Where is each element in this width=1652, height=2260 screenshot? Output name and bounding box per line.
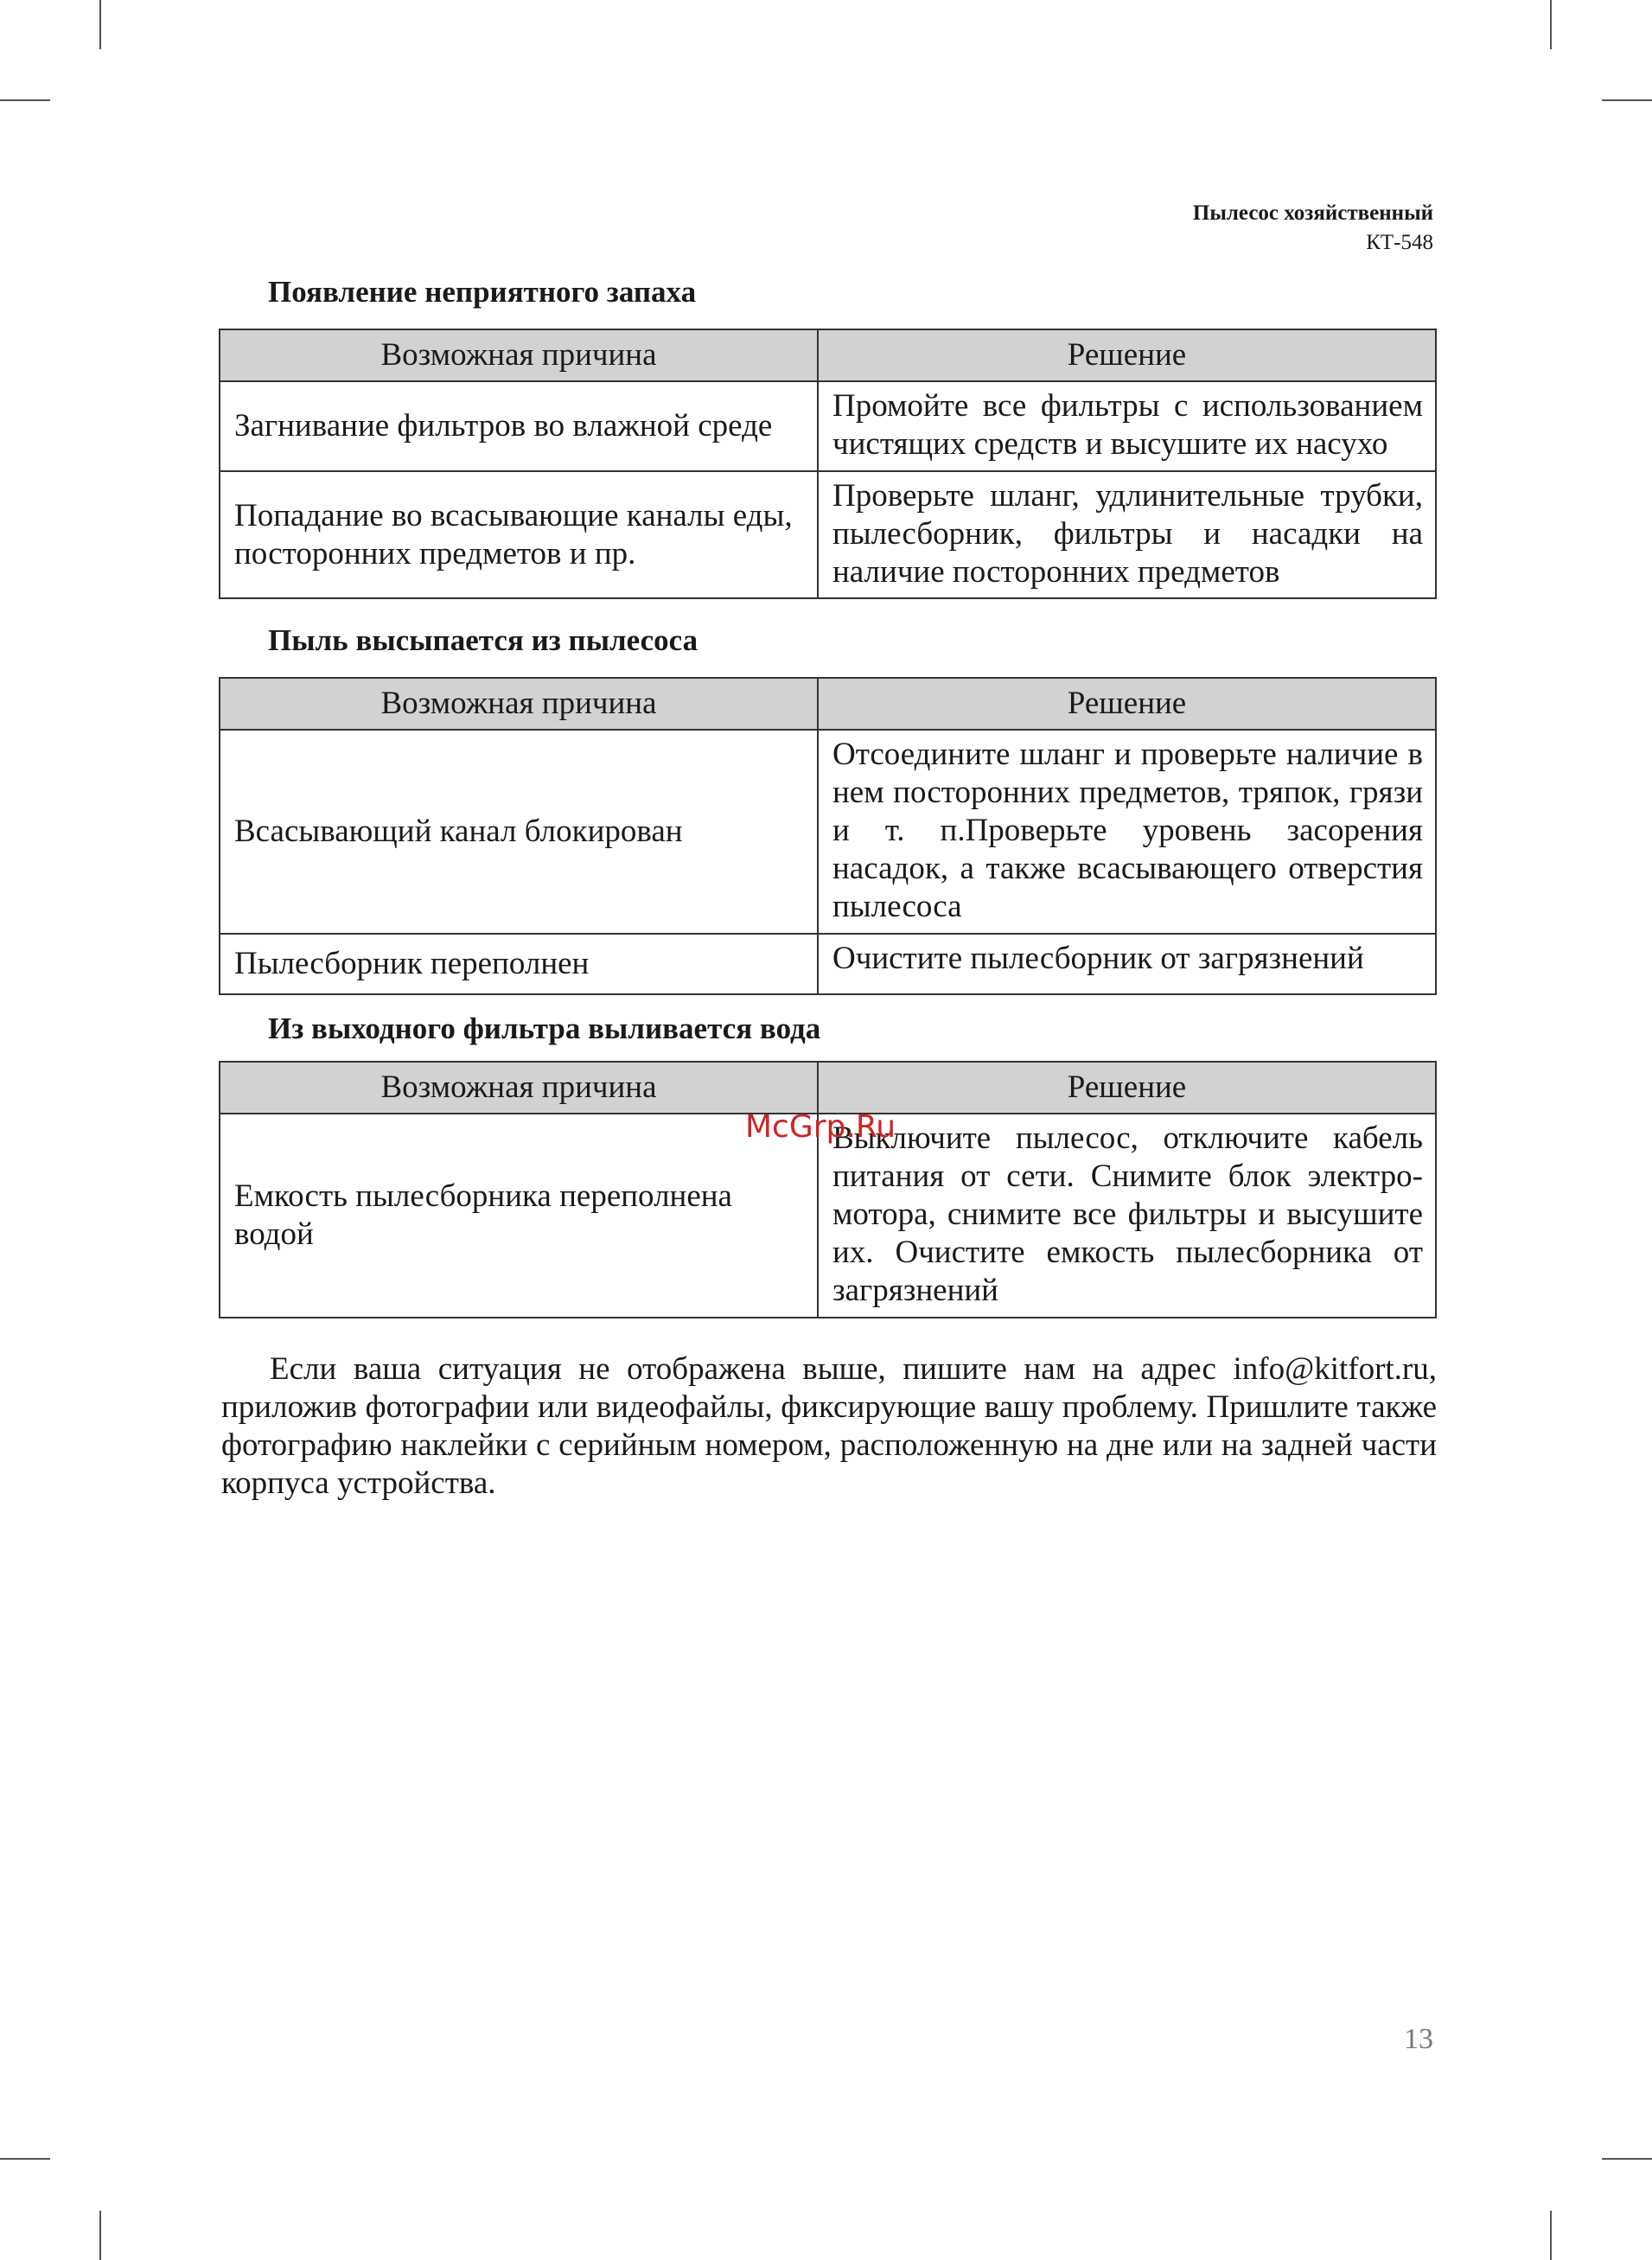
solution-cell: Отсоедините шланг и проверьте наличие в нем посторонних предметов, тряпок, грязи и т. п.Проверьте уровень засорения насадок, а также всасывающего отверстия пылесоса: [818, 730, 1436, 934]
column-header-solution: Решение: [818, 1062, 1436, 1114]
cause-cell: Всасывающий канал блокирован: [220, 730, 818, 934]
troubleshooting-table: [219, 677, 1437, 995]
cause-cell: Емкость пылесборника переполнена водой: [220, 1114, 818, 1318]
section-title: Пыль высыпается из пылесоса: [268, 623, 698, 657]
page-header: [1193, 199, 1433, 258]
header-model: КТ-548: [1366, 231, 1433, 254]
column-header-solution: Решение: [818, 678, 1436, 730]
solution-cell: Проверьте шланг, удлинительные трубки, пылесборник, фильтры и насадки на наличие посторонних предметов: [818, 471, 1436, 598]
table-row: [220, 730, 1436, 934]
crop-mark: [1602, 2158, 1652, 2160]
cause-cell: Пылесборник переполнен: [220, 934, 818, 994]
header-title: Пылесос хозяйственный: [1192, 201, 1433, 225]
cause-cell: Загнивание фильтров во влажной среде: [220, 381, 818, 471]
crop-mark: [99, 2211, 101, 2260]
table-row: [220, 934, 1436, 994]
cause-cell: Попадание во всасывающие каналы еды, посторонних предметов и пр.: [220, 471, 818, 598]
column-header-cause: Возможная причина: [220, 329, 818, 381]
contact-paragraph: Если ваша ситуация не отображена выше, пишите нам на адрес info@kitfort.ru, приложив фотографии или видеофайлы, фиксирующие вашу проблему. Пришлите также фотографию наклейки с серийным номером, расположенную на дне или на задней части корпуса устройства.: [221, 1351, 1437, 1501]
table-header-row: [220, 678, 1436, 730]
table-header-row: [220, 1062, 1436, 1114]
troubleshooting-table: [219, 1061, 1437, 1318]
crop-mark: [1602, 99, 1652, 101]
column-header-solution: Решение: [818, 329, 1436, 381]
crop-mark: [0, 2158, 50, 2160]
solution-cell: Промойте все фильтры с использованием чистящих средств и высушите их насухо: [818, 381, 1436, 471]
table-row: [220, 471, 1436, 598]
solution-cell: Выключите пылесос, отключите кабель питания от сети. Снимите блок электромотора, снимите все фильтры и высушите их. Очистите емкость пылесборника от загрязнений: [818, 1114, 1436, 1318]
column-header-cause: Возможная причина: [220, 1062, 818, 1114]
crop-mark: [1550, 0, 1552, 49]
crop-mark: [0, 99, 50, 101]
watermark: McGrp.Ru: [745, 1109, 896, 1145]
troubleshooting-table: [219, 329, 1437, 599]
section-title: Появление неприятного запаха: [268, 275, 697, 309]
table-row: [220, 381, 1436, 471]
crop-mark: [99, 0, 101, 49]
column-header-cause: Возможная причина: [220, 678, 818, 730]
page-number: 13: [1404, 2023, 1433, 2055]
solution-cell: Очистите пылесборник от загрязнений: [818, 934, 1436, 994]
section-title: Из выходного фильтра выливается вода: [268, 1012, 821, 1045]
table-header-row: [220, 329, 1436, 381]
crop-mark: [1550, 2211, 1552, 2260]
